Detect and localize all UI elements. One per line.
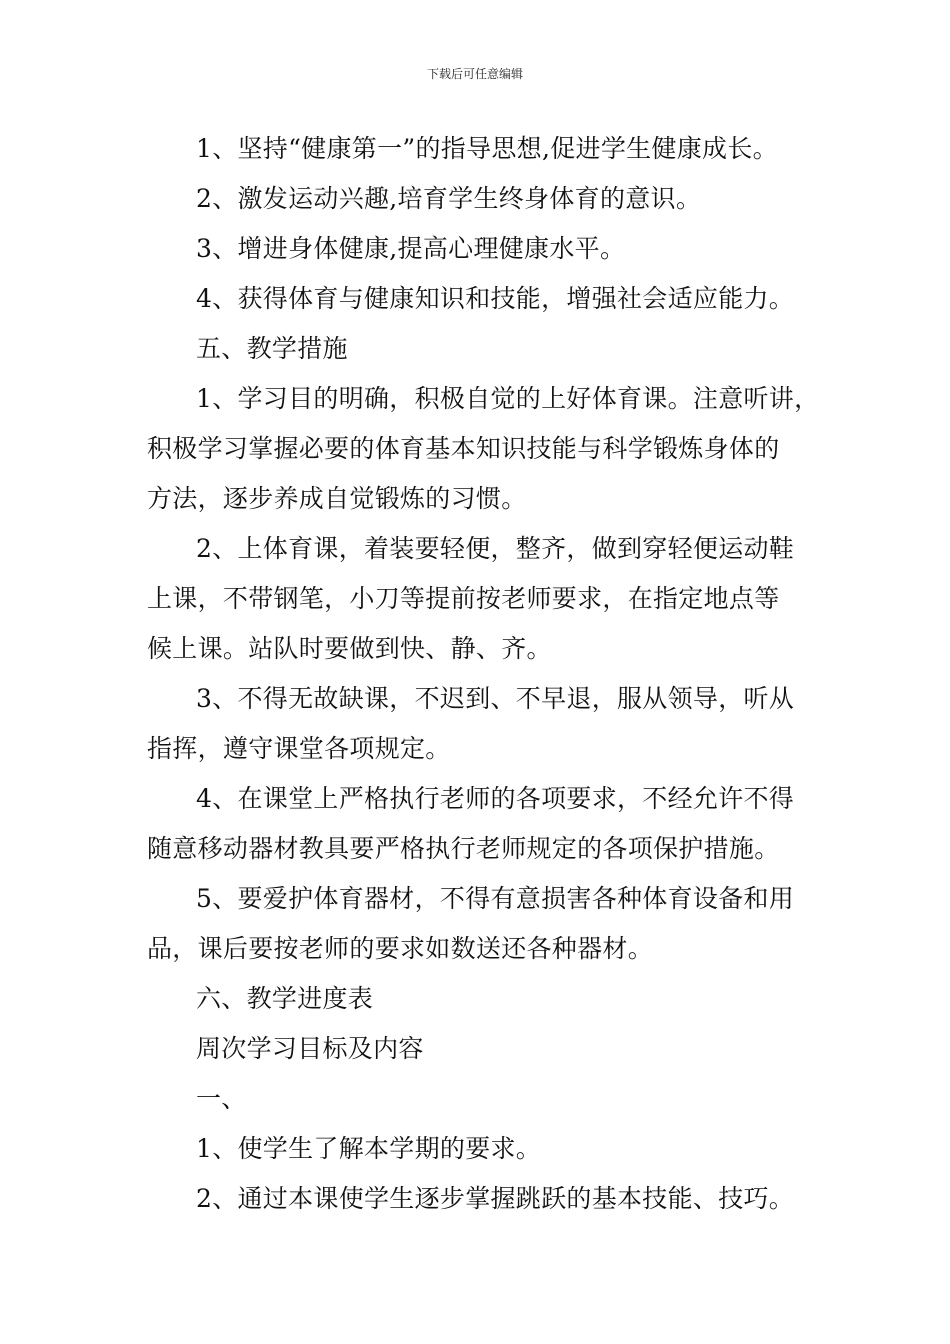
document-body bbox=[147, 124, 827, 1224]
paragraph-line: 3、增进身体健康,提高心理健康水平。 bbox=[196, 234, 626, 263]
page-header: 下载后可任意编辑 bbox=[426, 67, 523, 81]
paragraph-line: 2、激发运动兴趣,培育学生终身体育的意识。 bbox=[196, 184, 702, 213]
paragraph-line: 1、使学生了解本学期的要求。 bbox=[196, 1134, 542, 1163]
paragraph-line: 一、 bbox=[196, 1084, 247, 1113]
paragraph-line: 3、不得无故缺课，不迟到、不早退，服从领导，听从 bbox=[196, 684, 795, 713]
paragraph-line: 2、通过本课使学生逐步掌握跳跃的基本技能、技巧。 bbox=[196, 1184, 795, 1213]
paragraph-line: 4、在课堂上严格执行老师的各项要求，不经允许不得 bbox=[196, 784, 795, 813]
paragraph-line: 周次学习目标及内容 bbox=[196, 1034, 424, 1063]
paragraph-line: 5、要爱护体育器材，不得有意损害各种体育设备和用 bbox=[196, 884, 795, 913]
paragraph-line: 方法，逐步养成自觉锻炼的习惯。 bbox=[147, 484, 527, 513]
paragraph-line: 4、获得体育与健康知识和技能，增强社会适应能力。 bbox=[196, 284, 795, 313]
paragraph-line: 积极学习掌握必要的体育基本知识技能与科学锻炼身体的 bbox=[147, 434, 780, 463]
paragraph-line: 上课，不带钢笔，小刀等提前按老师要求，在指定地点等 bbox=[147, 584, 780, 613]
section-heading: 六、教学进度表 bbox=[196, 984, 374, 1013]
paragraph-line: 1、学习目的明确，积极自觉的上好体育课。注意听讲， bbox=[196, 384, 820, 413]
paragraph-line: 随意移动器材教具要严格执行老师规定的各项保护措施。 bbox=[147, 834, 780, 863]
paragraph-line: 2、上体育课，着装要轻便，整齐，做到穿轻便运动鞋 bbox=[196, 534, 795, 563]
paragraph-line: 候上课。站队时要做到快、静、齐。 bbox=[147, 634, 552, 663]
paragraph-line: 1、坚持“健康第一”的指导思想,促进学生健康成长。 bbox=[196, 134, 778, 163]
paragraph-line: 指挥，遵守课堂各项规定。 bbox=[147, 734, 451, 763]
section-heading: 五、教学措施 bbox=[196, 334, 348, 363]
paragraph-line: 品，课后要按老师的要求如数送还各种器材。 bbox=[147, 934, 654, 963]
